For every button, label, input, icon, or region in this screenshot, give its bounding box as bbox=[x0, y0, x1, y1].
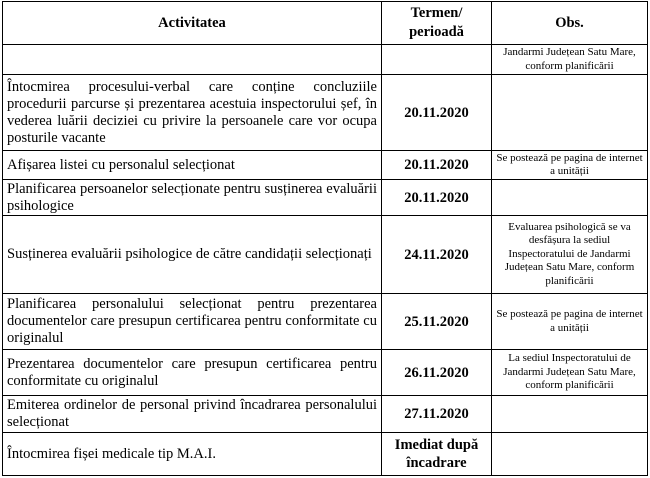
date-cell: Imediat după încadrare bbox=[382, 433, 492, 476]
table-row bbox=[3, 216, 648, 294]
obs-cell: Se postează pe pagina de internet a unității bbox=[492, 151, 648, 180]
activity-cell: Susținerea evaluării psihologice de către candidații selecționați bbox=[3, 216, 382, 294]
table-row bbox=[3, 350, 648, 396]
activity-cell: Emiterea ordinelor de personal privind încadrarea personalului selecționat bbox=[3, 396, 382, 433]
date-cell: 24.11.2020 bbox=[382, 216, 492, 294]
header-term-line2: perioadă bbox=[409, 24, 464, 40]
schedule-table bbox=[2, 1, 648, 476]
activity-cell: Planificarea personalului selecționat pentru prezentarea documentelor care presupun certificarea pentru conformitate cu originalul bbox=[3, 294, 382, 350]
table-row bbox=[3, 433, 648, 476]
table-row bbox=[3, 75, 648, 151]
table-row bbox=[3, 151, 648, 180]
activity-cell: Întocmirea fișei medicale tip M.A.I. bbox=[3, 433, 382, 476]
activity-cell: Întocmirea procesului-verbal care conține concluziile procedurii parcurse și prezentarea acestuia inspectorului șef, în vederea luării deciziei cu privire la persoanele care vor ocupa posturile vacante bbox=[3, 75, 382, 151]
obs-cell bbox=[492, 433, 648, 476]
date-cell: 27.11.2020 bbox=[382, 396, 492, 433]
table-row bbox=[3, 396, 648, 433]
table-row bbox=[3, 45, 648, 75]
obs-cell: Jandarmi Județean Satu Mare, conform planificării bbox=[492, 45, 648, 75]
date-cell: 25.11.2020 bbox=[382, 294, 492, 350]
activity-cell: Prezentarea documentelor care presupun certificarea pentru conformitate cu originalul bbox=[3, 350, 382, 396]
header-term-line1: Termen/ bbox=[410, 5, 463, 21]
date-cell: 20.11.2020 bbox=[382, 75, 492, 151]
date-cell: 26.11.2020 bbox=[382, 350, 492, 396]
table-row bbox=[3, 180, 648, 216]
header-term bbox=[382, 2, 492, 45]
date-cell bbox=[382, 45, 492, 75]
activity-cell bbox=[3, 45, 382, 75]
table-row bbox=[3, 294, 648, 350]
header-row bbox=[3, 2, 648, 45]
obs-cell bbox=[492, 180, 648, 216]
obs-cell: Se postează pe pagina de internet a unității bbox=[492, 294, 648, 350]
obs-cell bbox=[492, 75, 648, 151]
date-cell: 20.11.2020 bbox=[382, 180, 492, 216]
obs-cell: Evaluarea psihologică se va desfășura la sediul Inspectoratului de Jandarmi Județean Satu Mare, conform planificării bbox=[492, 216, 648, 294]
obs-cell: La sediul Inspectoratului de Jandarmi Județean Satu Mare, conform planificării bbox=[492, 350, 648, 396]
obs-cell bbox=[492, 396, 648, 433]
date-cell: 20.11.2020 bbox=[382, 151, 492, 180]
activity-cell: Planificarea persoanelor selecționate pentru susținerea evaluării psihologice bbox=[3, 180, 382, 216]
header-activity: Activitatea bbox=[3, 2, 382, 45]
header-obs: Obs. bbox=[492, 2, 648, 45]
activity-cell: Afișarea listei cu personalul selecționat bbox=[3, 151, 382, 180]
